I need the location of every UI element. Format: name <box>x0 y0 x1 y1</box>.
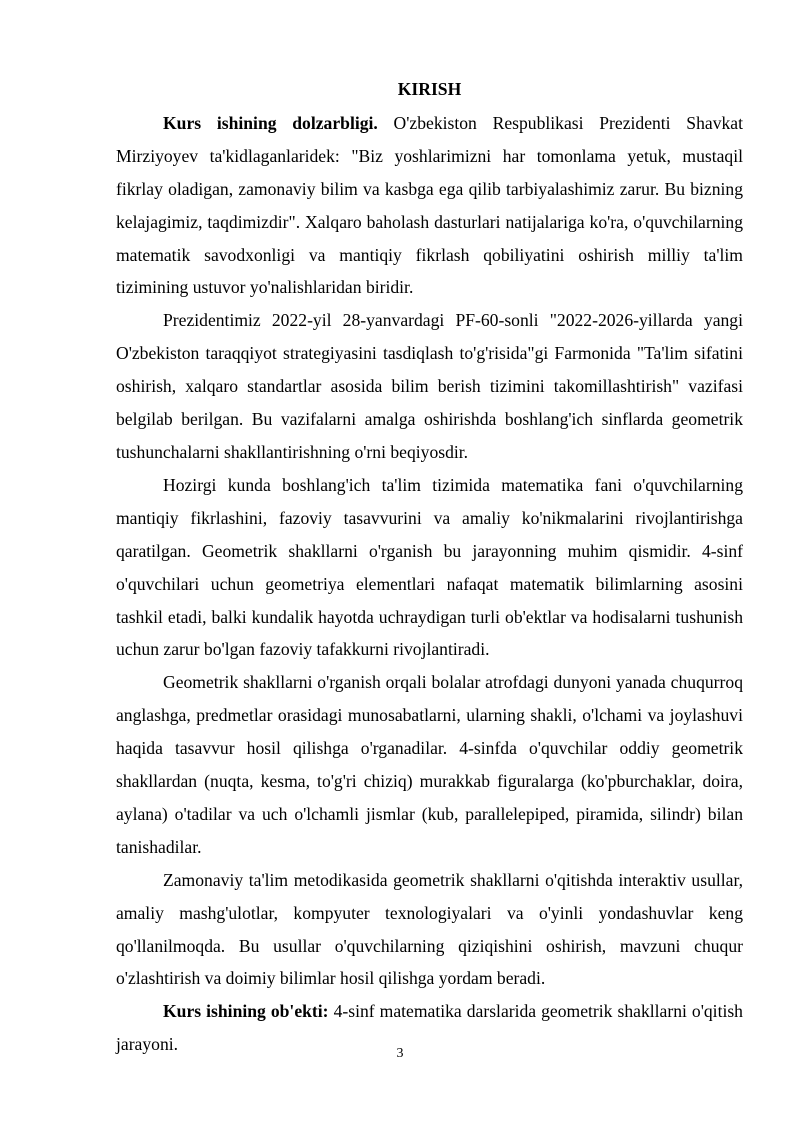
paragraph-lead: Kurs ishining ob'ekti: <box>163 1001 329 1022</box>
paragraph-current-state <box>116 469 743 666</box>
paragraph-methods <box>116 864 743 996</box>
paragraph-geometry-learning <box>116 666 743 863</box>
page-number: 3 <box>396 1046 404 1061</box>
paragraph-lead: Kurs ishining dolzarbligi. <box>163 112 378 133</box>
section-title: KIRISH <box>397 79 462 99</box>
paragraph-text: Geometrik shakllarni o'rganish orqali bolalar atrofdagi dunyoni yanada chuqurroq anglashga, predmetlar orasidagi munosabatlarni, ularning shakli, o'lchami va joylashuvi haqida tasavvur hosil qilishga o'rganadilar. 4-sinfda o'quvchilar oddiy geometrik shakllardan (nuqta, kesma, to'g'ri chiziq) murakkab figuralarga (ko'pburchaklar, doira, aylana) o'tadilar va uch o'lchamli jismlar (kub, parallelepiped, piramida, silindr) bilan tanishadilar. <box>116 672 743 857</box>
paragraph-text: Prezidentimiz 2022-yil 28-yanvardagi PF-60-sonli "2022-2026-yillarda yangi O'zbekiston taraqqiyot strategiyasini tasdiqlash to'g'risida"gi Farmonida "Ta'lim sifatini oshirish, xalqaro standartlar asosida bilim berish tizimini takomillashtirish" vazifasi belgilab berilgan. Bu vazifalarni amalga oshirishda boshlang'ich sinflarda geometrik tushunchalarni shakllantirishning o'rni beqiyosdir. <box>116 310 743 462</box>
paragraph-decree <box>116 304 743 469</box>
paragraph-text: Hozirgi kunda boshlang'ich ta'lim tizimida matematika fani o'quvchilarning mantiqiy fikrlashini, fazoviy tasavvurini va amaliy ko'nikmalarini rivojlantirishga qaratilgan. Geometrik shakllarni o'rganish bu jarayonning muhim qismidir. 4-sinf o'quvchilari uchun geometriya elementlari nafaqat matematik bilimlarning asosini tashkil etadi, balki kundalik hayotda uchraydigan turli ob'ektlar va hodisalarni tushunish uchun zarur bo'lgan fazoviy tafakkurni rivojlantiradi. <box>116 474 743 660</box>
paragraph-relevance <box>116 107 743 304</box>
paragraph-text: O'zbekiston Respublikasi Prezidenti Shavkat Mirziyoyev ta'kidlaganlaridek: "Biz yoshlarimizni har tomonlama yetuk, mustaqil fikrlay oladigan, zamonaviy bilim va kasbga ega qilib tarbiyalashimiz zarur. Bu bizning kelajagimiz, taqdimizdir". Xalqaro baholash dasturlari natijalariga ko'ra, o'quvchilarning matematik savodxonligi va mantiqiy fikrlash qobiliyatini oshirish milliy ta'lim tizimining ustuvor yo'nalishlaridan biridir. <box>116 112 743 298</box>
paragraph-text: Zamonaviy ta'lim metodikasida geometrik shakllarni o'qitishda interaktiv usullar, amaliy mashg'ulotlar, kompyuter texnologiyalari va o'yinli yondashuvlar keng qo'llanilmoqda. Bu usullar o'quvchilarning qiziqishini oshirish, mavzuni chuqur o'zlashtirish va doimiy bilimlar hosil qilishga yordam beradi. <box>116 869 743 989</box>
paragraph-text: 4-sinf matematika darslarida geometrik shakllarni o'qitish jarayoni. <box>116 1001 743 1055</box>
page-content <box>116 73 743 1061</box>
